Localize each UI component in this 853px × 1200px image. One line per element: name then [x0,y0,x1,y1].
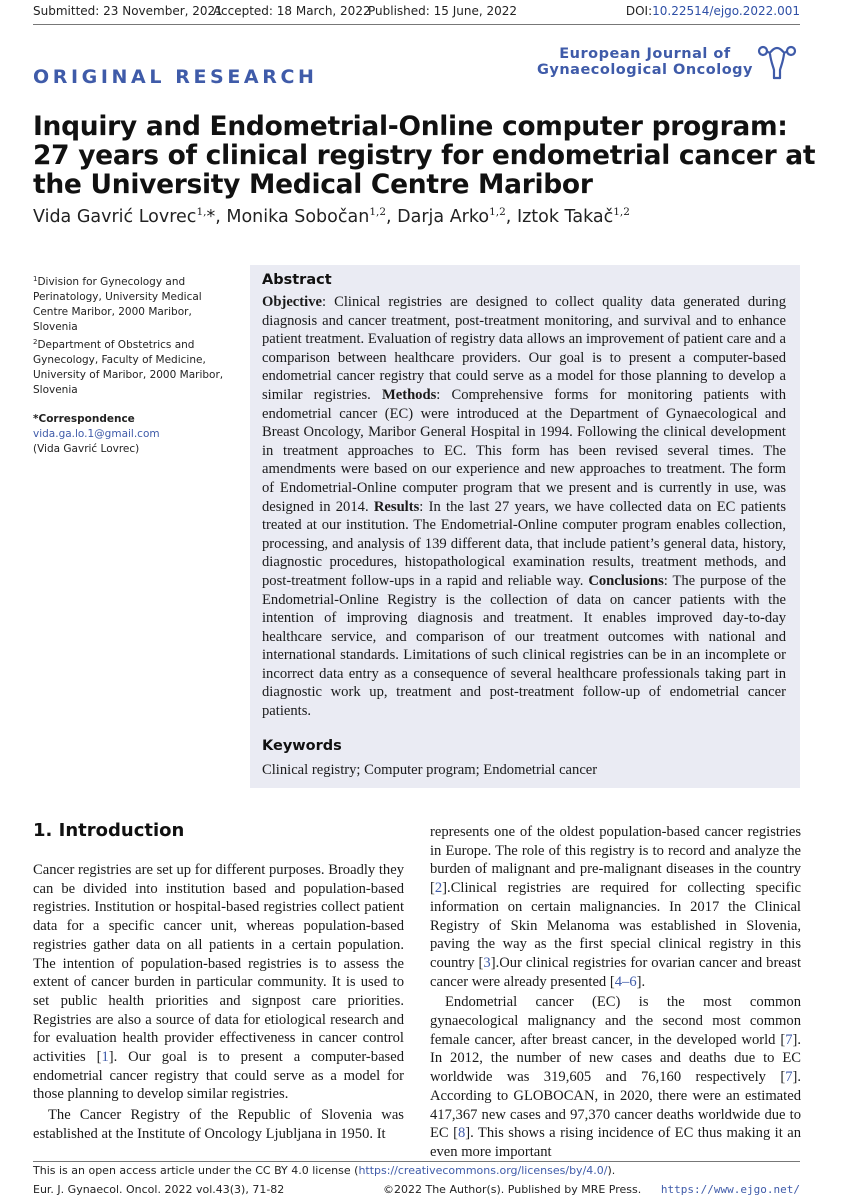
objective-text: : Clinical registries are designed to collect quality data generated during diagnosis and cancer treatment, post-treatment monitoring, and survival and to enhance patient treatment. Evaluation of registry data allows an improvement of patient care and a comparison between healthcare providers. Our goal is to present a computer-based endometrial cancer registry that could serve as a model for those planning to develop a similar registries. [262,294,786,403]
body-column-right [430,823,801,1162]
citation-link[interactable]: 2 [434,880,443,897]
author-name: Iztok Takač [516,207,614,227]
author-affil-sup: 1, [196,206,207,218]
text-run: Clinical registries are required for collecting specific information on certain malignancies. In 2017 the Clinical Registry of Skin Melanoma was established in Slovenia, paving the way as the first special clinical registry in this country [ [430,880,801,971]
author-sep: , [386,207,398,227]
intro-paragraph-3 [430,993,801,1161]
abstract-box [250,265,800,788]
citation-link[interactable]: 8 [457,1125,466,1142]
journal-website-link[interactable]: https://www.ejgo.net/ [660,1183,800,1196]
intro-paragraph-2-continued [430,823,801,991]
abstract-text [262,293,786,721]
corresponding-mark: * [206,207,216,227]
keywords-heading: Keywords [262,738,342,754]
published-date: Published: 15 June, 2022 [368,4,518,18]
text-run: ]. This shows a rising incidence of EC thus making it an even more important [430,1125,801,1160]
body-column-left [33,861,404,1144]
affiliation-text: Division for Gynecology and Perinatology, University Medical Centre Maribor, 2000 Maribor, Slovenia [33,276,202,333]
affiliations [33,272,238,457]
journal-logo-text [537,46,753,78]
author-name: Darja Arko [397,207,490,227]
text-run: represents one of the oldest population-based cancer registries in Europe. The role of this registry is to record and analyze the burden of malignant and pre-malignant diseases in the country [ [430,824,801,897]
text-run: ]. In 2012, the number of new cases and deaths due to EC worldwide was 319,605 and 76,160 respectively [ [430,1031,801,1086]
license-text-end: ). [607,1164,616,1177]
abstract-heading: Abstract [262,272,332,288]
affiliation-number: 1 [33,275,38,283]
text-run: ]. [442,880,451,897]
citation-link[interactable]: 7 [785,1069,793,1086]
text-run: Cancer registries are set up for different purposes. Broadly they can be divided into institution based and population-based registries. Institution or hospital-based registries collect patient data for a specific cancer unit, whereas population-based registries gather data on all patients in a certain population. The intention of population-based registries is to assess the extent of cancer burden in particular community. It is used to set public health priorities and signpost care priorities. Registries are also a source of data for etiological research and for evaluation health provider effectiveness in cancer control activities [ [33,862,404,1066]
correspondence-heading: *Correspondence [33,413,135,425]
citation-link[interactable]: 3 [483,954,491,971]
article-title: Inquiry and Endometrial-Online computer program: 27 years of clinical registry for endometrial cancer at the University Medical Centre Maribor [33,111,816,200]
doi [626,4,800,18]
text-run: The Cancer Registry of the Republic of Slovenia was established at the Institute of Oncology Ljubljana in 1950. It [33,1107,404,1142]
results-label: Results [373,498,420,515]
author-1 [33,207,226,227]
section-label: ORIGINAL RESEARCH [33,66,318,88]
text-run: ]. Our goal is to present a computer-based endometrial cancer registry that could serve as a model for those planning to develop similar registries. [33,1049,404,1103]
text-run: Our clinical registries for ovarian cancer and breast cancer were already presented [ [430,954,801,990]
author-affil-sup: 1,2 [369,206,387,218]
citation-link[interactable]: 4–6 [614,973,637,990]
objective-label: Objective [262,294,322,310]
intro-paragraph-1 [33,861,404,1104]
license-text: This is an open access article under the CC BY 4.0 license ( [33,1164,359,1177]
text-run: ]. According to GLOBOCAN, in 2020, there were an estimated 417,367 new cases and 97,370 cancer deaths worldwide due to EC [ [430,1069,801,1142]
citation-link[interactable]: 7 [785,1031,793,1048]
journal-name-line2: Gynaecological Oncology [536,62,753,78]
keywords-text: Clinical registry; Computer program; Endometrial cancer [262,762,598,778]
author-sep: , [505,207,517,227]
citation-link[interactable]: 1 [101,1049,109,1066]
text-run: ]. [636,973,646,990]
author-3 [397,207,517,227]
header-divider [33,24,800,25]
methods-text: : Comprehensive forms for monitoring patients with endometrial cancer (EC) were introduced at the Department of Gynaecological and Breast Oncology, Maribor General Hospital in 1994. Following the clinical development in treatment approaches to EC. This form has been revised several times. The amendments were based on our experience and new approaches to treatment. The form of Endometrial-Online computer program that we present and is currently in use, was designed in 2014. [262,386,786,515]
author-name: Monika Sobočan [226,207,370,227]
author-sep: , [215,207,227,227]
correspondence-email[interactable]: vida.ga.lo.1@gmail.com [33,428,160,440]
affiliation-text: Department of Obstetrics and Gynecology, Faculty of Medicine, University of Maribor, 2000 Maribor, Slovenia [33,339,224,396]
copyright-note: ©2022 The Author(s). Published by MRE Press. [383,1183,642,1196]
author-4 [517,207,630,227]
journal-citation: Eur. J. Gynaecol. Oncol. 2022 vol.43(3), 71-82 [33,1183,285,1196]
conclusions-text: : The purpose of the Endometrial-Online Registry is the collection of data on cancer patients with the intention of improving diagnosis and treatment. It enables improved day-to-day healthcare service, and comparison of our treatment outcomes with national and international standards. Limitations of such clinical registries can be in an incomplete or incorrect data entry as a consequence of several healthcare professionals taking part in diagnostic work up, treatment and post-treatment follow-up of endometrial cancer patients. [262,572,787,720]
text-run: Endometrial cancer (EC) is the most common gynaecological malignancy and the second most common female cancer, after breast cancer, in the developed world [ [430,994,801,1048]
uterus-logo-icon [757,42,797,82]
footer-divider [33,1161,800,1162]
accepted-date: Accepted: 18 March, 2022 [213,4,371,18]
doi-prefix: DOI: [625,4,653,18]
conclusions-label: Conclusions [588,572,664,589]
methods-label: Methods [381,386,437,403]
introduction-heading: 1. Introduction [33,820,185,841]
results-text: : In the last 27 years, we have collected data on EC patients treated at our institution. The Endometrial-Online computer program enables collection, processing, and analysis of 139 different data, that include patient’s general data, history, diagnostic procedures, histopathological examination results, treatment methods, and post-treatment follow-ups in a rapid and reliable way. [262,498,786,589]
author-affil-sup: 1,2 [489,206,506,218]
doi-link[interactable]: 10.22514/ejgo.2022.001 [652,4,800,18]
author-list [33,206,630,227]
author-2 [226,207,397,227]
correspondence-name: (Vida Gavrić Lovrec) [33,443,140,455]
license-note [33,1164,615,1177]
intro-paragraph-2 [33,1106,404,1143]
header-bar [33,2,800,22]
text-run: ]. [490,954,500,971]
license-link[interactable]: https://creativecommons.org/licenses/by/4.0/ [358,1164,608,1177]
affiliation-number: 2 [33,338,38,346]
author-name: Vida Gavrić Lovrec [33,207,197,227]
affiliation-2 [33,335,238,398]
submitted-date: Submitted: 23 November, 2021 [33,4,223,18]
affiliation-1 [33,272,238,335]
journal-name-line1: European Journal of [559,46,731,62]
author-affil-sup: 1,2 [613,206,630,218]
